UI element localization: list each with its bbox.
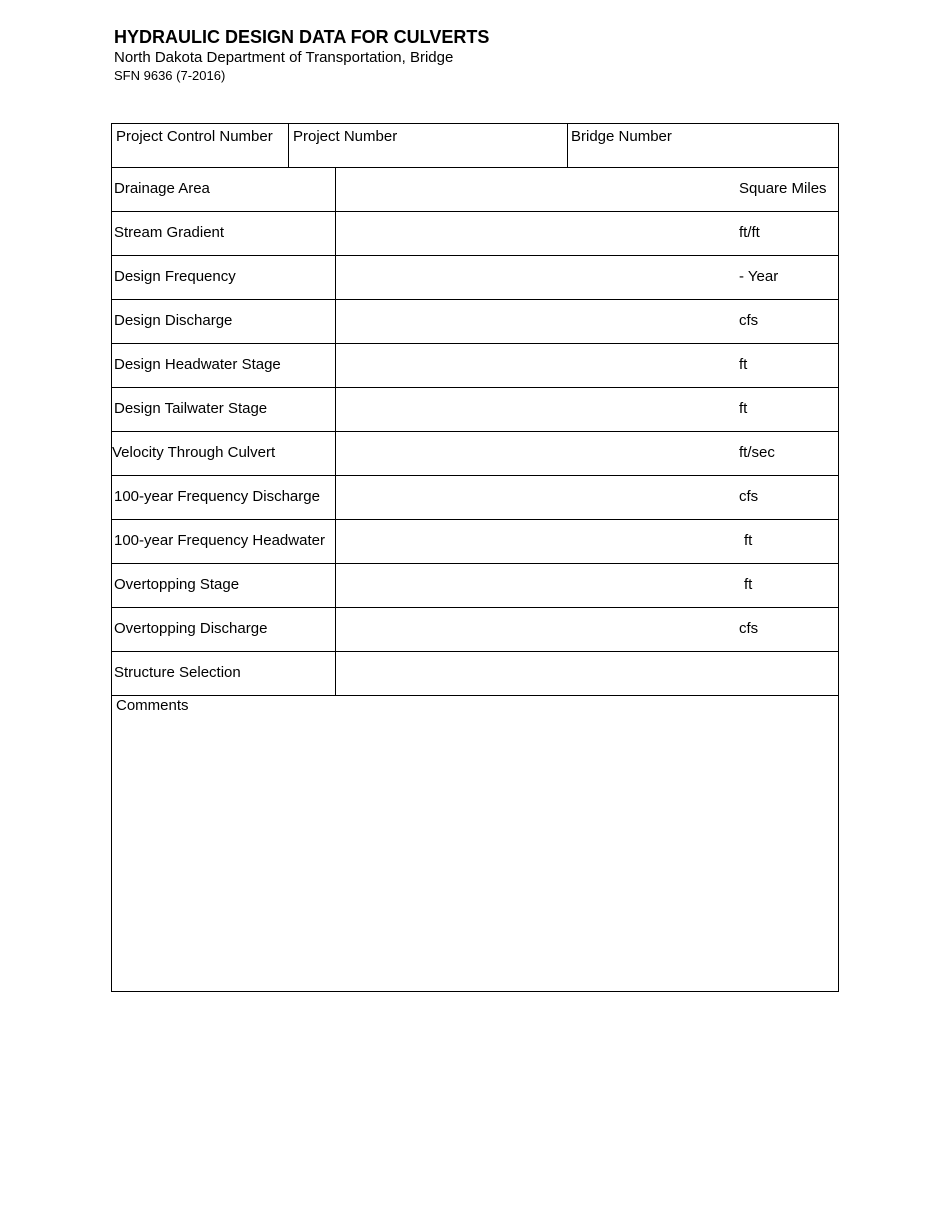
design-tailwater-stage-row — [112, 388, 838, 432]
bridge-number-field[interactable]: Bridge Number — [567, 124, 838, 167]
100yr-frequency-discharge-row — [112, 476, 838, 520]
drainage-area-row — [112, 168, 838, 212]
comments-input[interactable] — [116, 719, 834, 987]
design-tailwater-stage-input[interactable] — [335, 388, 838, 431]
project-info-row — [112, 123, 838, 168]
100yr-frequency-discharge-input[interactable] — [335, 476, 838, 519]
stream-gradient-row — [112, 212, 838, 256]
design-frequency-row — [112, 256, 838, 300]
design-headwater-stage-label: Design Headwater Stage — [114, 356, 281, 373]
stream-gradient-input[interactable] — [335, 212, 838, 255]
design-tailwater-stage-label: Design Tailwater Stage — [114, 400, 268, 417]
100yr-frequency-headwater-row — [112, 520, 838, 564]
overtopping-discharge-row — [112, 608, 838, 652]
form-title: HYDRAULIC DESIGN DATA FOR CULVERTS — [114, 27, 490, 47]
velocity-through-culvert-row — [112, 432, 838, 476]
form-header — [114, 26, 489, 84]
velocity-through-culvert-unit: ft/sec — [739, 444, 775, 461]
overtopping-discharge-label: Overtopping Discharge — [114, 620, 268, 637]
overtopping-stage-input[interactable] — [335, 564, 838, 607]
form-subtitle: North Dakota Department of Transportation, Bridge — [114, 49, 454, 66]
100yr-frequency-discharge-label: 100-year Frequency Discharge — [114, 488, 320, 505]
overtopping-stage-label: Overtopping Stage — [114, 576, 240, 593]
comments-label: Comments — [116, 697, 189, 714]
culvert-form — [111, 123, 839, 992]
form-number: SFN 9636 (7-2016) — [114, 68, 226, 83]
design-discharge-row — [112, 300, 838, 344]
structure-selection-label: Structure Selection — [114, 664, 241, 681]
overtopping-discharge-input[interactable] — [335, 608, 838, 651]
design-discharge-unit: cfs — [739, 312, 759, 329]
structure-selection-row — [112, 652, 838, 696]
drainage-area-unit: Square Miles — [739, 180, 827, 197]
design-frequency-unit: - Year — [739, 268, 779, 285]
drainage-area-label: Drainage Area — [114, 180, 210, 197]
100yr-frequency-discharge-unit: cfs — [739, 488, 759, 505]
stream-gradient-label: Stream Gradient — [114, 224, 225, 241]
design-headwater-stage-input[interactable] — [335, 344, 838, 387]
overtopping-stage-row — [112, 564, 838, 608]
project-control-number-field[interactable]: Project Control Number — [116, 128, 273, 145]
100yr-frequency-headwater-unit: ft — [744, 532, 753, 549]
design-headwater-stage-row — [112, 344, 838, 388]
overtopping-stage-unit: ft — [744, 576, 753, 593]
overtopping-discharge-unit: cfs — [739, 620, 759, 637]
project-number-field[interactable]: Project Number — [288, 124, 567, 167]
design-discharge-input[interactable] — [335, 300, 838, 343]
design-frequency-label: Design Frequency — [114, 268, 236, 285]
velocity-through-culvert-label: Velocity Through Culvert — [112, 444, 276, 461]
design-discharge-label: Design Discharge — [114, 312, 233, 329]
design-headwater-stage-unit: ft — [739, 356, 748, 373]
100yr-frequency-headwater-label: 100-year Frequency Headwater — [114, 532, 325, 549]
comments-box[interactable] — [112, 695, 838, 991]
100yr-frequency-headwater-input[interactable] — [335, 520, 838, 563]
design-tailwater-stage-unit: ft — [739, 400, 748, 417]
stream-gradient-unit: ft/ft — [739, 224, 760, 241]
structure-selection-input[interactable] — [335, 652, 838, 695]
